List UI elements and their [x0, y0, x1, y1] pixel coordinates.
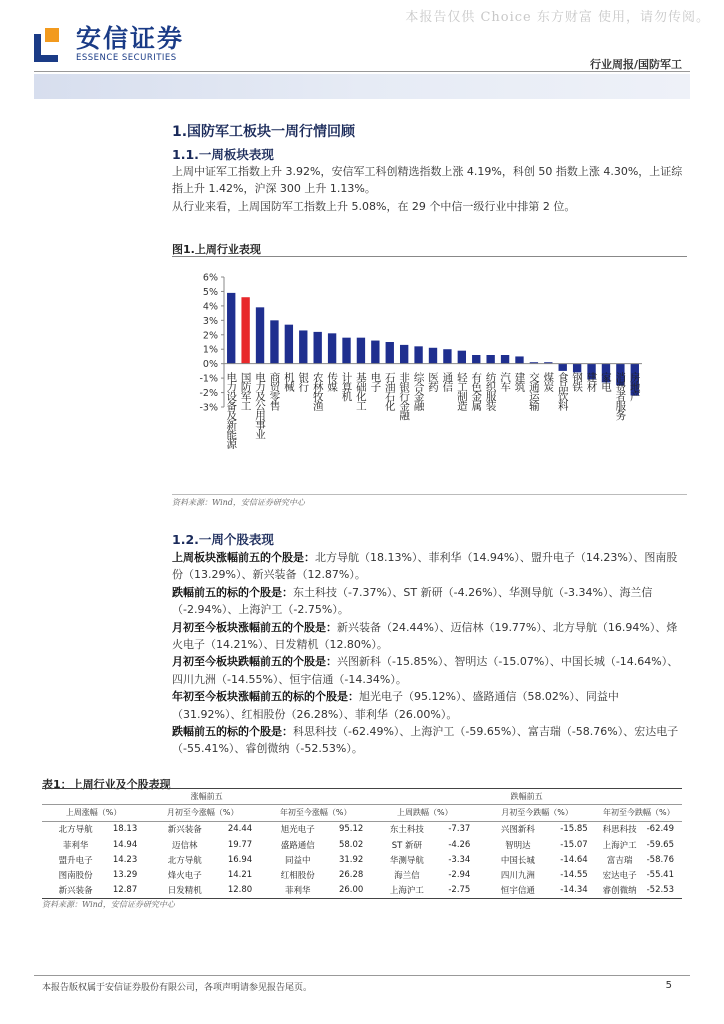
stock-change-cell: 24.44 [227, 824, 253, 835]
figure-top-rule [172, 256, 687, 257]
footer-disclaimer: 本报告版权属于安信证券股份有限公司，各项声明请参见报告尾页。 [42, 983, 313, 993]
bar [299, 330, 307, 363]
stock-change-cell: 16.94 [227, 854, 253, 865]
y-tick-label: -1% [199, 373, 218, 385]
y-tick-label: 3% [202, 315, 218, 327]
stock-name-cell: 北方导航 [167, 855, 202, 866]
stock-name-cell: 上海沪工 [371, 883, 442, 899]
stock-name-cell: 科思科技 [602, 825, 637, 836]
stock-name-cell: 上海沪工 [602, 840, 637, 851]
column-header: 月初至今跌幅（%） [478, 805, 595, 821]
table-row [42, 821, 682, 837]
stock-name-cell: 红相股份 [280, 871, 315, 882]
stock-change-cell: 18.13 [112, 824, 138, 835]
stock-change-cell: 31.92 [338, 854, 364, 865]
stock-paragraph [172, 619, 687, 654]
x-category-label: 轻工制造 [455, 371, 468, 410]
company-logo [34, 26, 184, 63]
x-category-label: 机械 [282, 371, 295, 391]
x-category-label: 汽车 [499, 371, 512, 391]
x-category-label: 消费者服务 [614, 371, 627, 420]
footer-divider [34, 975, 690, 976]
stock-change-cell: -15.85 [560, 824, 588, 835]
stock-change-cell: 58.02 [338, 839, 364, 850]
paragraph-index-summary: 上周中证军工指数上升 3.92%，安信军工科创精选指数上涨 4.19%，科创 50 指数上涨 4.30%，上证综指上升 1.42%，沪深 300 上升 1.13%。 [172, 165, 683, 195]
stock-change-cell: 95.12 [338, 824, 364, 835]
stock-name-cell: 东土科技 [389, 825, 424, 836]
paragraph-industry-summary: 从行业来看，上周国防军工指数上升 5.08%，在 29 个中信一级行业中排第 2 位。 [172, 200, 576, 213]
stock-change-cell: 19.77 [227, 839, 253, 850]
x-category-label: 传媒 [326, 371, 339, 391]
table-row [42, 837, 682, 852]
x-category-label: 交通运输 [527, 371, 540, 410]
logo-icon [34, 28, 68, 62]
x-category-label: 电力及公用事业 [254, 371, 267, 439]
y-tick-label: 4% [202, 301, 218, 313]
x-category-label: 商贸零售 [268, 371, 281, 410]
x-category-label: 通信 [441, 371, 454, 391]
stock-change-cell: -58.76 [646, 854, 674, 865]
stock-change-cell: -14.55 [560, 870, 588, 881]
x-category-label: 电力设备及新能源 [225, 371, 238, 448]
stock-change-cell: -4.26 [448, 839, 471, 850]
bar [515, 356, 523, 363]
stock-paragraph [172, 584, 687, 619]
bar [314, 332, 322, 364]
stock-name-cell: 智明达 [505, 840, 531, 851]
x-category-label: 建筑 [513, 371, 526, 391]
stock-name-cell: ST 新研 [391, 840, 422, 851]
subsection-title-1: 1.1.一周板块表现 [172, 147, 274, 162]
stock-name-cell: 图南股份 [58, 871, 93, 882]
stock-name-cell: 宏达电子 [602, 871, 637, 882]
x-category-label: 房地产 [628, 371, 641, 401]
stock-label: 月初至今板块涨幅前五的个股是： [172, 620, 337, 634]
stock-name-cell: 菲利华 [62, 840, 89, 851]
x-category-label: 非银行金融 [398, 371, 411, 420]
stock-change-cell: 14.94 [112, 839, 138, 850]
x-category-label: 石油石化 [383, 371, 396, 410]
stock-change-cell: 13.29 [112, 870, 138, 881]
bar [371, 341, 379, 364]
stock-name-cell: 恒宇信通 [478, 883, 557, 899]
x-category-label: 有色金属 [470, 371, 483, 410]
bar [357, 338, 365, 364]
table-title: 表1：上周行业及个股表现 [42, 778, 171, 791]
stock-name-cell: 旭光电子 [280, 825, 315, 836]
stock-change-cell: -14.34 [557, 883, 595, 899]
x-category-label: 综合金融 [412, 371, 425, 410]
stock-name-cell: 迈信林 [171, 840, 198, 851]
group-up: 涨幅前五 [42, 789, 371, 805]
y-tick-label: 6% [202, 272, 218, 284]
header-band [34, 74, 690, 99]
y-tick-label: 2% [202, 330, 218, 342]
bar [559, 364, 567, 371]
stock-label: 月初至今板块跌幅前五的个股是： [172, 655, 337, 669]
y-tick-label: -2% [199, 388, 218, 400]
bar [429, 348, 437, 364]
stock-summary [172, 549, 687, 758]
page-number: 5 [665, 980, 672, 991]
y-tick-label: 1% [202, 344, 218, 356]
bar [285, 325, 293, 364]
table-group-row [42, 789, 682, 805]
header-divider [34, 71, 690, 72]
column-header: 年初至今涨幅（%） [260, 805, 371, 821]
stock-paragraph [172, 549, 687, 584]
stock-text: 东土科技（-7.37%）、ST 新研（-4.26%）、华测导航（-3.34%）、海兰信（-2.94%）、上海沪工（-2.75%）。 [172, 585, 653, 617]
bar [458, 351, 466, 364]
stock-name-cell: 富吉瑞 [606, 855, 633, 866]
logo-cn: 安信证券 [76, 24, 185, 53]
stock-name-cell: 同益中 [285, 855, 311, 866]
stock-text: 新兴装备（24.44%）、迈信林（19.77%）、北方导航（16.94%）、烽火电子（14.21%）、日发精机（12.80%）。 [172, 620, 678, 652]
stock-label: 跌幅前五的标的个股是： [172, 725, 293, 739]
table-row [42, 852, 682, 867]
y-tick-label: 5% [202, 286, 218, 298]
x-category-label: 银行 [297, 371, 310, 391]
x-category-label: 国防军工 [239, 371, 252, 410]
stock-change-cell: -2.75 [442, 883, 478, 899]
stock-change-cell: -52.53 [643, 883, 682, 899]
stock-change-cell: -15.07 [560, 839, 588, 850]
bar [270, 320, 278, 363]
stock-change-cell: -59.65 [646, 839, 674, 850]
x-category-label: 医药 [427, 371, 439, 391]
watermark: 本报告仅供 Choice 东方财富 使用，请勿传阅。 [405, 10, 710, 25]
figure-source: 资料来源：Wind，安信证券研究中心 [172, 498, 305, 507]
stock-name-cell: 盟升电子 [58, 855, 93, 866]
group-down: 跌幅前五 [371, 789, 682, 805]
stock-label: 跌幅前五的标的个股是： [172, 585, 293, 599]
stock-change-cell: -3.34 [448, 854, 471, 865]
stock-text: 旭光电子（95.12%）、盛路通信（58.02%）、同益中（31.92%）、红相股份（26.28%）、菲利华（26.00%）。 [172, 690, 619, 721]
stock-change-cell: 12.87 [109, 883, 145, 899]
stock-label: 上周板块涨幅前五的个股是： [172, 551, 315, 564]
bar [342, 338, 350, 364]
x-category-label: 农林牧渔 [311, 371, 324, 410]
y-tick-label: -3% [199, 402, 218, 414]
bar [443, 349, 451, 363]
bar [256, 307, 264, 363]
bar [400, 345, 408, 364]
x-category-label: 建材 [585, 371, 598, 391]
stock-text: 北方导航（18.13%）、菲利华（14.94%）、盟升电子（14.23%）、图南股份（13.29%）、新兴装备（12.87%）。 [172, 551, 678, 582]
bar [241, 297, 249, 363]
stock-change-cell: -14.64 [560, 854, 588, 865]
stock-name-cell: 中国长城 [500, 855, 535, 866]
stock-text: 兴图新科（-15.85%）、智明达（-15.07%）、中国长城（-14.64%）、四川九洲（-14.55%）、恒宇信通（-14.34%）。 [172, 655, 679, 686]
figure-bottom-rule [172, 494, 687, 495]
stock-name-cell: 睿创微纳 [596, 883, 644, 899]
x-category-label: 煤炭 [542, 371, 555, 391]
table-header-row [42, 805, 682, 821]
bar [328, 333, 336, 363]
stock-change-cell: -2.94 [448, 870, 471, 881]
column-header: 月初至今涨幅（%） [145, 805, 260, 821]
stock-paragraph [172, 723, 687, 758]
stock-change-cell: -7.37 [448, 824, 471, 835]
stock-performance-table [42, 788, 682, 899]
x-category-label: 家电 [599, 371, 612, 391]
section-title: 1.国防军工板块一周行情回顾 [172, 124, 356, 140]
table-row [42, 867, 682, 882]
stock-name-cell: 兴图新科 [500, 825, 535, 836]
stock-change-cell: 14.21 [227, 870, 253, 881]
stock-change-cell: 26.00 [335, 883, 371, 899]
stock-name-cell: 四川九洲 [500, 871, 535, 882]
subsection-title-2: 1.2.一周个股表现 [172, 532, 274, 547]
table-source: 资料来源：Wind，安信证券研究中心 [42, 900, 175, 909]
x-category-label: 计算机 [340, 371, 353, 401]
stock-name-cell: 菲利华 [260, 883, 335, 899]
stock-name-cell: 新兴装备 [167, 825, 202, 836]
stock-name-cell: 新兴装备 [42, 883, 109, 899]
stock-change-cell: -62.49 [646, 824, 674, 835]
stock-change-cell: 26.28 [338, 870, 364, 881]
column-header: 年初至今跌幅（%） [596, 805, 682, 821]
stock-label: 年初至今板块涨幅前五的标的个股是： [172, 690, 359, 704]
report-category: 行业周报/国防军工 [589, 58, 682, 71]
stock-name-cell: 华测导航 [389, 855, 424, 866]
bar [227, 293, 235, 364]
stock-name-cell: 海兰信 [394, 871, 420, 882]
industry-bar-chart [172, 260, 687, 492]
bar [386, 342, 394, 364]
stock-change-cell: -55.41 [646, 870, 674, 881]
column-header: 上周跌幅（%） [371, 805, 478, 821]
stock-name-cell: 北方导航 [58, 825, 93, 836]
table-row [42, 883, 682, 899]
stock-paragraph [172, 688, 687, 723]
logo-en: ESSENCE SECURITIES [76, 53, 177, 63]
bar [414, 346, 422, 363]
x-category-label: 纺织服装 [484, 371, 497, 410]
stock-change-cell: 12.80 [224, 883, 260, 899]
stock-paragraph [172, 653, 687, 688]
column-header: 上周涨幅（%） [42, 805, 145, 821]
stock-name-cell: 盛路通信 [280, 840, 315, 851]
stock-name-cell: 日发精机 [145, 883, 224, 899]
x-category-label: 钢铁 [571, 371, 584, 391]
figure-title: 图1.上周行业表现 [172, 243, 261, 256]
bar [486, 355, 494, 364]
bar [501, 355, 509, 364]
x-category-label: 电子 [369, 371, 382, 391]
stock-change-cell: 14.23 [112, 854, 138, 865]
stock-text: 科思科技（-62.49%）、上海沪工（-59.65%）、富吉瑞（-58.76%）、宏达电子（-55.41%）、睿创微纳（-52.53%）。 [172, 725, 679, 756]
x-category-label: 基础化工 [354, 371, 367, 410]
x-category-label: 食品饮料 [556, 371, 569, 410]
y-tick-label: 0% [202, 359, 218, 371]
stock-name-cell: 烽火电子 [167, 871, 202, 882]
bar [472, 355, 480, 364]
